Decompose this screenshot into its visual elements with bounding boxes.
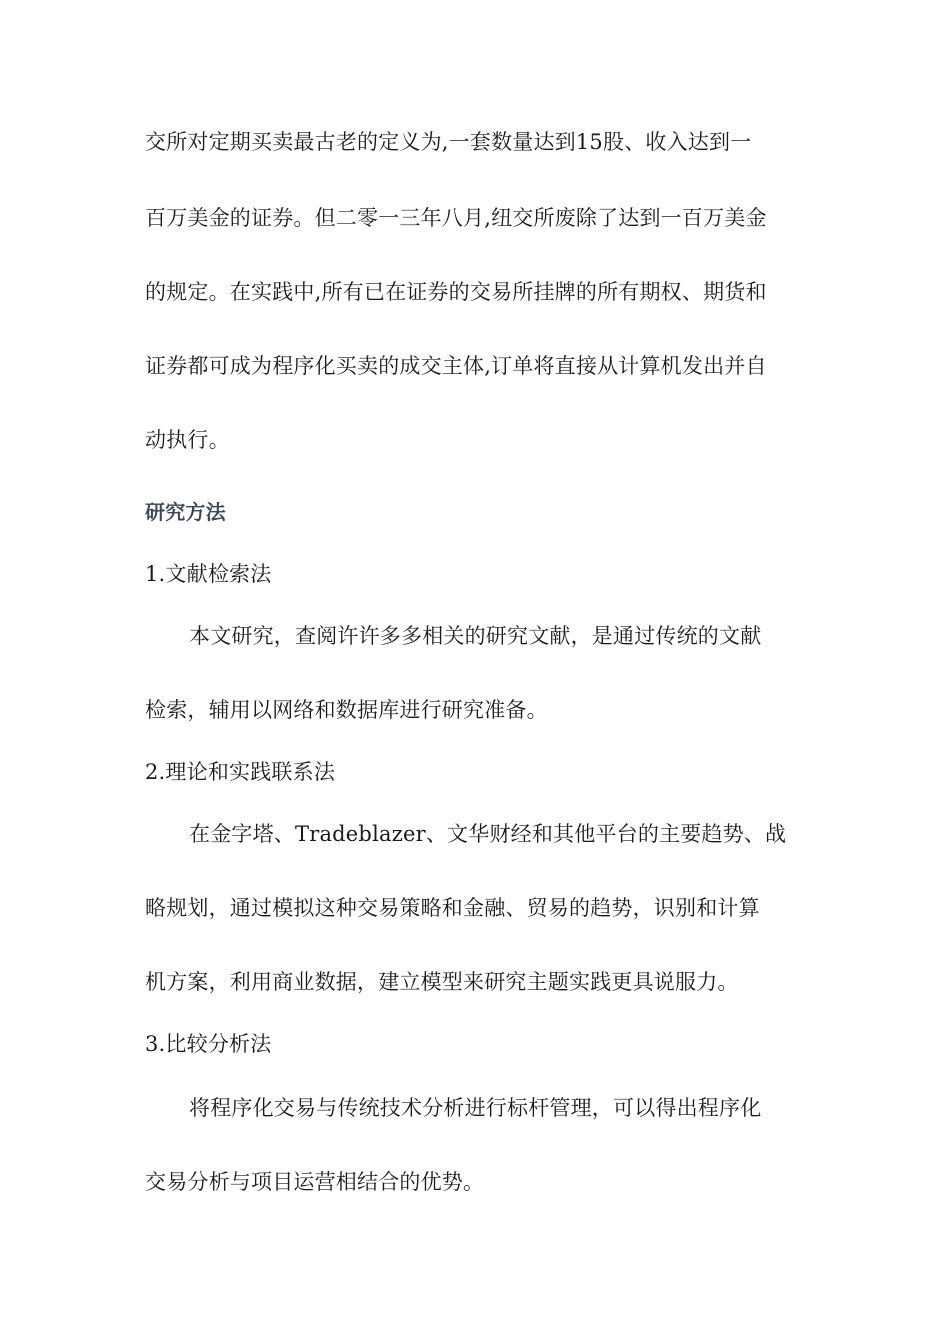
method-title: 2.理论和实践联系法	[145, 760, 336, 784]
method-title: 1.文献检索法	[145, 562, 272, 586]
method-text-line: 略规划，通过模拟这种交易策略和金融、贸易的趋势，识别和计算	[145, 896, 760, 920]
method-text-line: 在金字塔、Tradeblazer、文华财经和其他平台的主要趋势、战	[189, 822, 787, 846]
method-text-line: 将程序化交易与传统技术分析进行标杆管理，可以得出程序化	[189, 1096, 762, 1120]
section-heading: 研究方法	[145, 500, 226, 524]
paragraph-line: 百万美金的证券。但二零一三年八月,纽交所废除了达到一百万美金	[145, 206, 767, 230]
paragraph-line: 的规定。在实践中,所有已在证券的交易所挂牌的所有期权、期货和	[145, 280, 767, 304]
paragraph-line: 动执行。	[145, 428, 230, 452]
paragraph-line: 证券都可成为程序化买卖的成交主体,订单将直接从计算机发出并自	[145, 354, 767, 378]
method-text-line: 本文研究，查阅许许多多相关的研究文献，是通过传统的文献	[189, 624, 762, 648]
method-title: 3.比较分析法	[145, 1032, 272, 1056]
method-text-line: 交易分析与项目运营相结合的优势。	[145, 1170, 485, 1194]
method-text-line: 检索，辅用以网络和数据库进行研究准备。	[145, 698, 548, 722]
method-text-line: 机方案，利用商业数据，建立模型来研究主题实践更具说服力。	[145, 970, 739, 994]
paragraph-line: 交所对定期买卖最古老的定义为,一套数量达到15股、收入达到一	[145, 130, 752, 154]
